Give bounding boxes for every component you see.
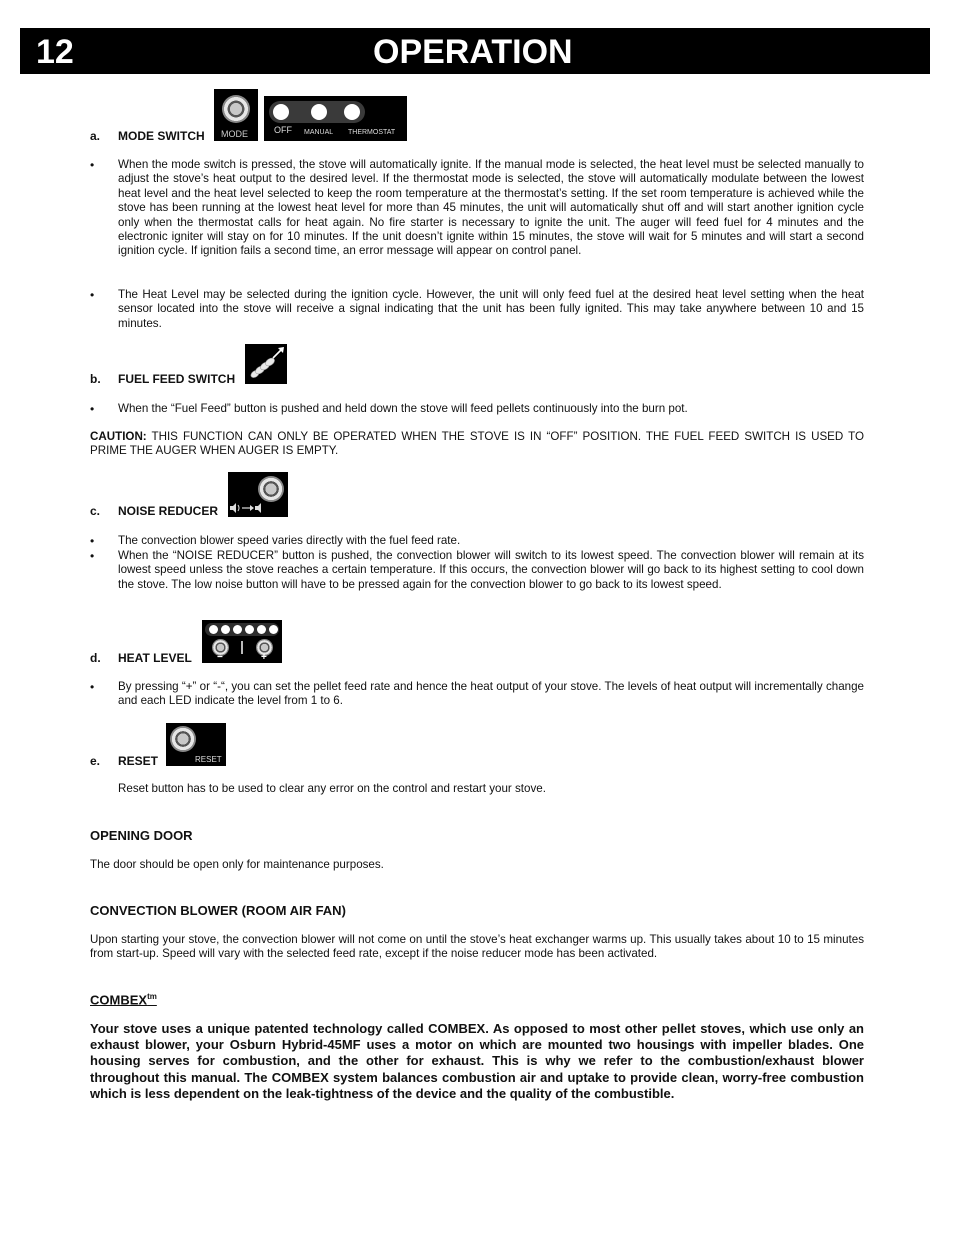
caution-text: THIS FUNCTION CAN ONLY BE OPERATED WHEN THE STOVE IS IN “OFF” POSITION. THE FUEL FEED SWITCH IS USED TO PRIME THE AUGER WHEN AUGER IS EMPTY. (90, 430, 864, 458)
opening-door-text: The door should be open only for maintenance purposes. (90, 858, 384, 871)
noise-reducer-label: NOISE REDUCER (118, 504, 219, 518)
fuel-feed-bullet-1: When the “Fuel Feed” button is pushed and held down the stove will feed pellets continuously into the burn pot. (118, 402, 688, 415)
thermometer-icon (241, 641, 243, 654)
auger-icon (245, 344, 287, 384)
bullet-marker: • (90, 158, 95, 172)
led-4-icon (245, 625, 254, 634)
reset-panel-label: RESET (195, 755, 222, 764)
reset-text: Reset button has to be used to clear any error on the control and restart your stove. (118, 782, 546, 795)
thermostat-led-icon (344, 104, 360, 120)
bullet-marker: • (90, 549, 95, 563)
convection-blower-text: Upon starting your stove, the convection blower will not come on until the stove’s heat exchanger warms up. This usually takes about 10 to 15 minutes from start-up. Speed will vary with the selected feed rate, except if the noise reducer mode has been activated. (90, 933, 864, 961)
mode-switch-bullet-2: The Heat Level may be selected during the ignition cycle. However, the unit will only feed fuel at the desired heat level setting when the heat sensor located into the stove will receive a signal indicating that the unit has been fully ignited. This may take anywhere between 10 and 15 minutes. (118, 288, 864, 330)
speaker-arrow-icon (228, 500, 268, 516)
page-title: OPERATION (373, 33, 573, 71)
fuel-feed-letter: b. (90, 372, 101, 386)
minus-label: − (217, 652, 223, 663)
mode-switch-letter: a. (90, 129, 101, 143)
combex-superscript: tm (147, 992, 157, 1001)
heat-level-letter: d. (90, 651, 101, 665)
bullet-marker: • (90, 288, 95, 302)
combex-heading (90, 989, 157, 1008)
mode-button-panel (214, 89, 258, 141)
led-1-icon (209, 625, 218, 634)
reset-button-icon (170, 726, 196, 752)
mode-switch-bullet-1: When the mode switch is pressed, the stove will automatically ignite. If the manual mode is selected, the heat level must be selected manually to adjust the stove’s heat output to the desired level. If the thermostat mode is selected, the stove will automatically modulate between the lowest heat level and the heat level selected to keep the room temperature at the thermostat’s setting. If the set room temperature is achieved while the stove has been running at the lowest heat level for more than 45 minutes, the unit will automatically shut off and will start another ignition cycle only when the thermostat calls for heat again. No fire starter is necessary to ignite the unit. The auger will feed fuel for 4 minutes and the electronic igniter will stay on for 10 minutes. If the unit doesn’t ignite within 15 minutes, the stove will wait for 5 minutes and will start a second ignition cycle. If ignition fails a second time, an error message will appear on control panel. (118, 158, 864, 258)
led-6-icon (269, 625, 278, 634)
mode-button-icon (222, 95, 250, 123)
combex-heading-text: COMBEX (90, 992, 148, 1008)
reset-panel (166, 723, 226, 766)
page-header (20, 28, 930, 74)
off-led-icon (273, 104, 289, 120)
heat-level-label: HEAT LEVEL (118, 651, 192, 665)
heat-level-bullet-1: By pressing “+” or “-“, you can set the pellet feed rate and hence the heat output of your stove. The levels of heat output will incrementally change and each LED indicate the level from 1 to 6. (118, 680, 864, 708)
mode-switch-label: MODE SWITCH (118, 129, 205, 143)
heat-level-panel (202, 620, 282, 663)
off-label: OFF (274, 125, 292, 135)
plus-label: + (261, 652, 267, 663)
manual-label: MANUAL (304, 129, 334, 136)
opening-door-heading: OPENING DOOR (90, 828, 193, 843)
combex-text: Your stove uses a unique patented technology called COMBEX. As opposed to most other pellet stoves, which use only an exhaust blower, your Osburn Hybrid-45MF uses a motor on which are mounted two housings with impeller blades. One housing serves for combustion, and the other for exhaust. This is why we refer to the combustion/exhaust blower throughout this manual. The COMBEX system balances combustion air and uptake to provide clean, worry-free combustion which is less dependent on the leak-tightness of the device and the quality of the combustible. (90, 1021, 864, 1101)
bullet-marker: • (90, 534, 95, 548)
reset-letter: e. (90, 754, 101, 768)
bullet-marker: • (90, 680, 95, 694)
noise-reducer-bullet-1: The convection blower speed varies directly with the fuel feed rate. (118, 534, 461, 547)
mode-panel-label: MODE (221, 129, 248, 139)
page-number: 12 (36, 33, 74, 71)
bullet-marker: • (90, 402, 95, 416)
fuel-feed-panel (245, 344, 287, 384)
caution-paragraph (90, 430, 864, 459)
mode-indicator-panel (264, 96, 407, 141)
convection-blower-heading: CONVECTION BLOWER (ROOM AIR FAN) (90, 903, 346, 918)
led-3-icon (233, 625, 242, 634)
fuel-feed-label: FUEL FEED SWITCH (118, 372, 236, 386)
led-5-icon (257, 625, 266, 634)
caution-label: CAUTION: (90, 430, 147, 443)
noise-reducer-panel (228, 472, 288, 517)
manual-led-icon (311, 104, 327, 120)
led-2-icon (221, 625, 230, 634)
noise-reducer-letter: c. (90, 504, 101, 518)
thermostat-label: THERMOSTAT (348, 129, 396, 136)
noise-reducer-bullet-2: When the “NOISE REDUCER” button is pushed, the convection blower will switch to its lowest speed. The convection blower will remain at its lowest speed unless the stove reaches a certain temperature. If this occurs, the convection blower will go back to its highest setting to cool down the stove. The low noise button will have to be pressed again for the convection blower to go back to its lowest speed. (118, 549, 864, 591)
reset-label: RESET (118, 754, 159, 768)
noise-button-icon (258, 476, 284, 502)
